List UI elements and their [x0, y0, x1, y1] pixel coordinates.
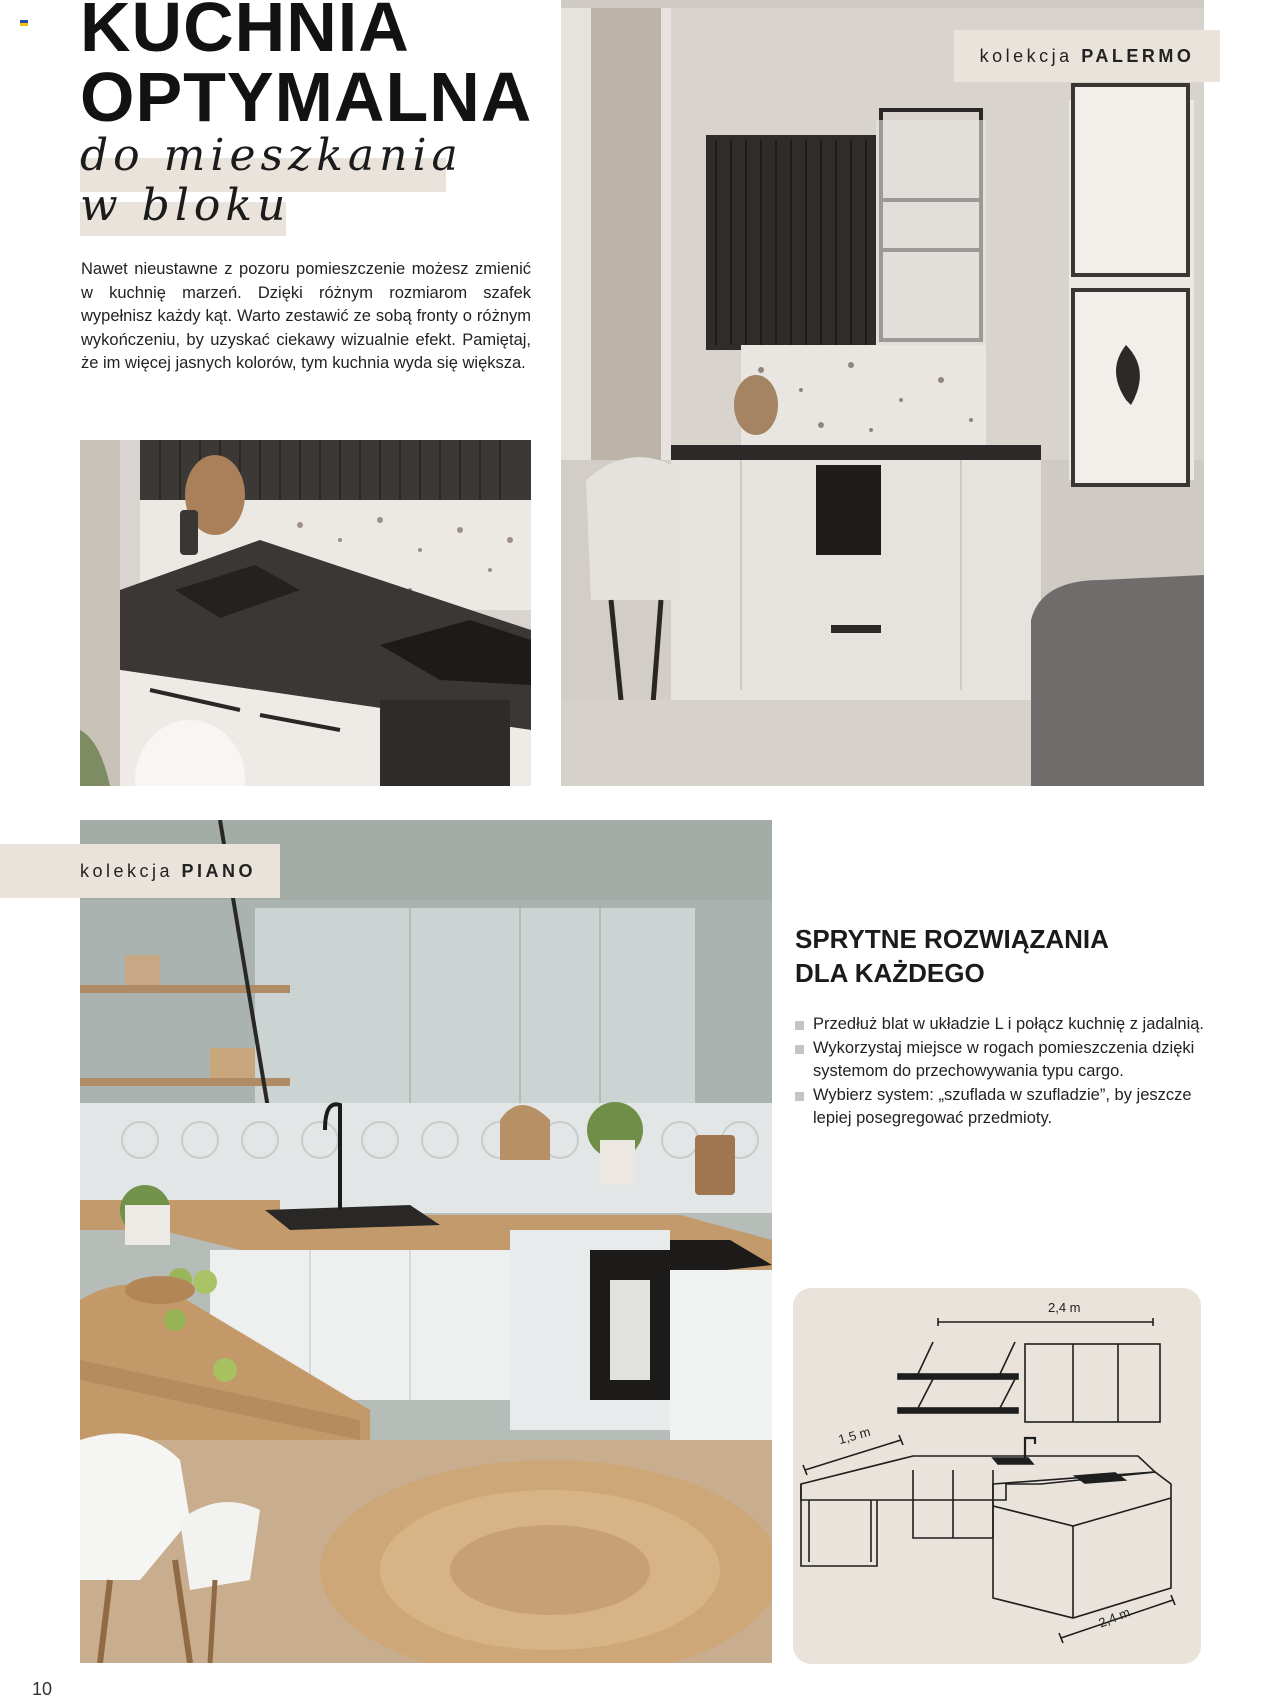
section-title-line1: SPRYTNE ROZWIĄZANIA	[795, 924, 1109, 954]
collection-tag-name: PALERMO	[1081, 46, 1195, 66]
intro-paragraph: Nawet nieustawne z pozoru pomieszczenie możesz zmienić w kuchnię marzeń. Dzięki różnym rozmiarom szafek wypełnisz każdy kąt. Warto zestawić ze sobą fronty o różnym wykończeniu, by uzyskać ciekawy wizualnie efekt. Pamiętaj, że im więcej jasnych kolorów, tym kuchnia wyda się większa.	[81, 260, 531, 372]
page-number: 10	[32, 1679, 53, 1699]
tips-list	[795, 1013, 1225, 1131]
page-title-line2: OPTYMALNA	[80, 58, 533, 136]
dimension-label-left: 1,5 m	[836, 1423, 872, 1448]
dimension-label-top: 2,4 m	[1048, 1300, 1081, 1315]
list-item: Wykorzystaj miejsce w rogach pomieszczenia dzięki systemom do przechowywania typu cargo.	[795, 1037, 1225, 1084]
collection-tag-text	[0, 844, 280, 898]
flag-icon	[20, 20, 28, 26]
subtitle-line1: do mieszkania	[80, 130, 463, 181]
collection-tag-palermo	[954, 30, 1220, 82]
collection-tag-prefix: kolekcja	[80, 861, 174, 881]
section-title	[795, 922, 1109, 990]
palermo-kitchen-photo	[561, 0, 1204, 786]
piano-kitchen-photo	[80, 820, 772, 1663]
kitchen-sink-photo	[80, 440, 531, 786]
section-title-line2: DLA KAŻDEGO	[795, 958, 985, 988]
subtitle-line2: w bloku	[80, 180, 291, 231]
dimension-label-bottom: 2,4 m	[1096, 1604, 1133, 1631]
collection-tag-piano	[0, 844, 280, 898]
collection-tag-name: PIANO	[181, 861, 257, 881]
collection-tag-prefix: kolekcja	[979, 46, 1073, 66]
page-title-line1: KUCHNIA	[80, 0, 410, 66]
list-item: Wybierz system: „szuflada w szufladzie”, by jeszcze lepiej posegregować przedmioty.	[795, 1084, 1225, 1131]
list-item: Przedłuż blat w układzie L i połącz kuchnię z jadalnią.	[795, 1013, 1225, 1037]
kitchen-layout-diagram	[793, 1288, 1201, 1664]
